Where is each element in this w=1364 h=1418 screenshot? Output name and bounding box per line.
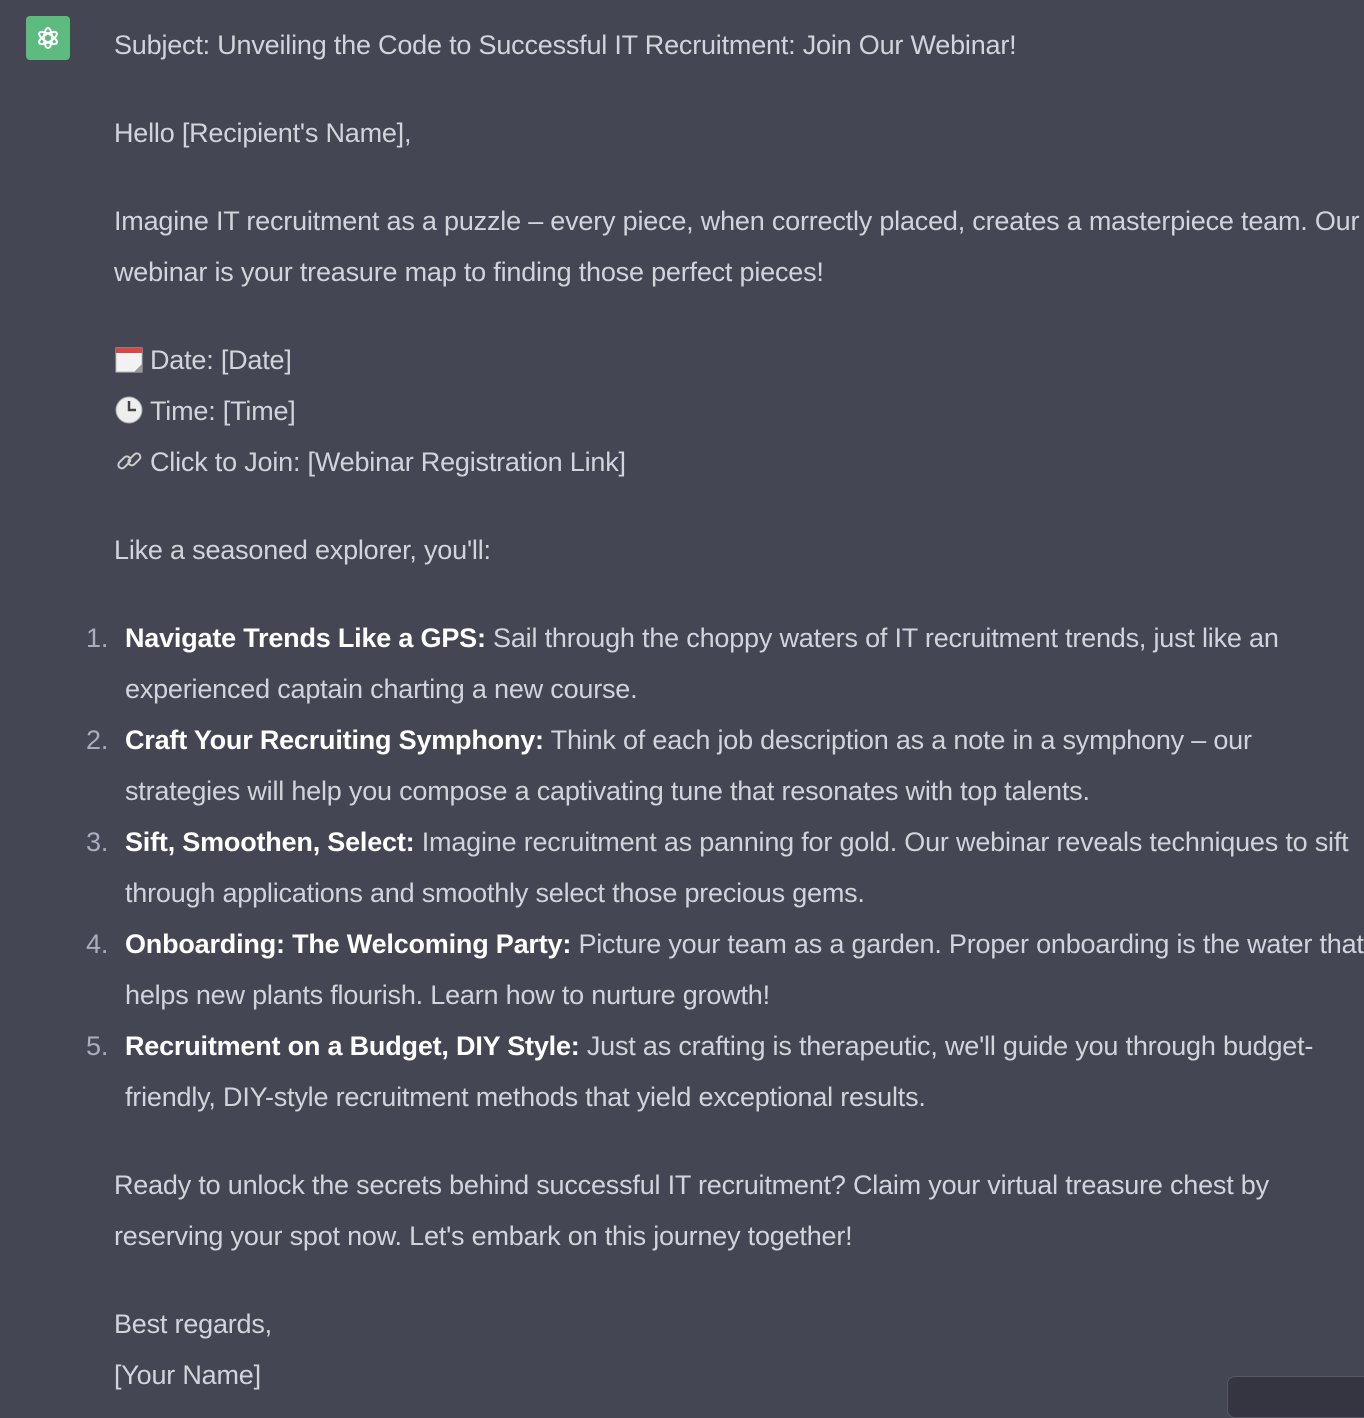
list-item: 1. Navigate Trends Like a GPS: Sail through the choppy waters of IT recruitment trends, just like an experienced captain charting a new course. xyxy=(86,623,1279,704)
link-icon xyxy=(114,446,144,476)
assistant-avatar xyxy=(26,16,70,60)
list-item: 4. Onboarding: The Welcoming Party: Picture your team as a garden. Proper onboarding is the water that helps new plants flourish. Learn how to nurture growth! xyxy=(86,929,1364,1010)
event-details xyxy=(114,335,1364,488)
detail-date: Date: [Date] xyxy=(114,335,1364,386)
list-item: 5. Recruitment on a Budget, DIY Style: Just as crafting is therapeutic, we'll guide you through budget-friendly, DIY-style recruitment methods that yield exceptional results. xyxy=(86,1031,1314,1112)
list-item: 3. Sift, Smoothen, Select: Imagine recruitment as panning for gold. Our webinar reveals techniques to sift through applications and smoothly select those precious gems. xyxy=(86,827,1349,908)
email-greeting: Hello [Recipient's Name], xyxy=(114,118,412,148)
detail-link: Click to Join: [Webinar Registration Link] xyxy=(114,437,1364,488)
list-item: 2. Craft Your Recruiting Symphony: Think of each job description as a note in a symphony – our strategies will help you compose a captivating tune that resonates with top talents. xyxy=(86,725,1252,806)
signature-block xyxy=(114,1299,1364,1401)
assistant-message xyxy=(86,20,1364,1401)
calendar-icon xyxy=(114,344,144,374)
chat-input-box[interactable] xyxy=(1227,1376,1364,1418)
signature: [Your Name] xyxy=(114,1360,261,1390)
detail-time: Time: [Time] xyxy=(114,386,1364,437)
email-closing: Ready to unlock the secrets behind successful IT recruitment? Claim your virtual treasure chest by reserving your spot now. Let's embark on this journey together! xyxy=(114,1170,1269,1251)
list-intro: Like a seasoned explorer, you'll: xyxy=(114,535,491,565)
openai-logo-icon xyxy=(33,23,63,53)
clock-icon xyxy=(114,395,144,425)
email-intro: Imagine IT recruitment as a puzzle – every piece, when correctly placed, creates a masterpiece team. Our webinar is your treasure map to finding those perfect pieces! xyxy=(114,206,1360,287)
signoff: Best regards, xyxy=(114,1309,272,1339)
email-subject: Subject: Unveiling the Code to Successful IT Recruitment: Join Our Webinar! xyxy=(114,30,1017,60)
benefits-list xyxy=(86,613,1364,1123)
